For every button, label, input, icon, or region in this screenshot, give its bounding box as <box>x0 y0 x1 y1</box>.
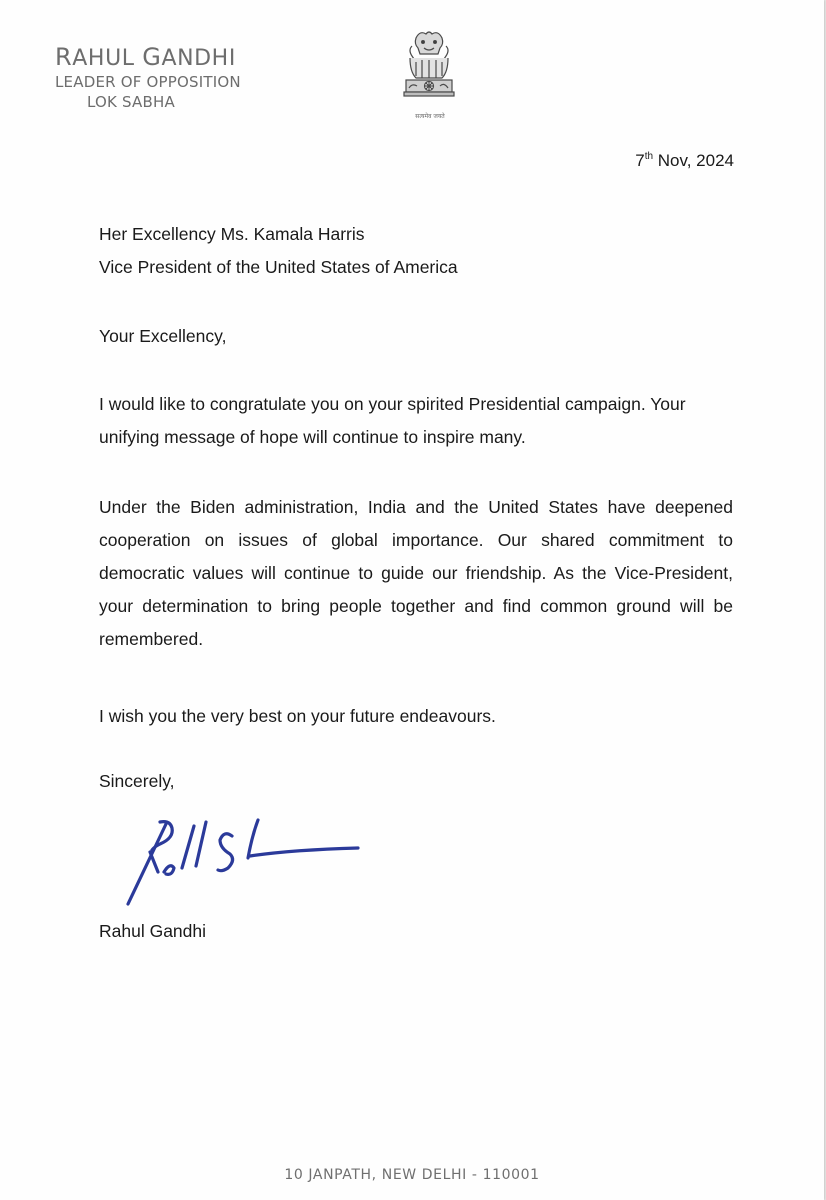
paragraph-3: I wish you the very best on your future endeavours. <box>99 706 496 726</box>
letter-date: 7th Nov, 2024 <box>635 151 734 170</box>
signer-name: Rahul Gandhi <box>99 921 207 941</box>
paragraph-2: Under the Biden administration, India and the United States have deepened cooperation on issues of global importance. Our shared commitment to democratic values will continue to guide our friendship. As the Vice-President, your determination to bring people together and find common ground will be remembered. <box>99 497 733 649</box>
signature-icon <box>120 808 365 913</box>
salutation: Your Excellency, <box>99 326 227 346</box>
footer-address: 10 JANPATH, NEW DELHI - 110001 <box>284 1167 540 1183</box>
addressee-block <box>99 218 733 284</box>
emblem-motto: सत्यमेव जयते <box>415 113 445 120</box>
letterhead-name: RAHUL GANDHI <box>55 43 236 71</box>
letterhead-house: LOK SABHA <box>87 93 175 111</box>
addressee-line-1: Her Excellency Ms. Kamala Harris <box>99 224 365 244</box>
addressee-line-2: Vice President of the United States of America <box>99 257 458 277</box>
paragraph-1: I would like to congratulate you on your spirited Presidential campaign. Your unifying message of hope will continue to inspire many. <box>99 394 686 447</box>
national-emblem-icon <box>396 28 462 122</box>
letterhead <box>55 44 241 112</box>
closing: Sincerely, <box>99 771 175 791</box>
letterhead-title: LEADER OF OPPOSITION <box>55 73 241 91</box>
